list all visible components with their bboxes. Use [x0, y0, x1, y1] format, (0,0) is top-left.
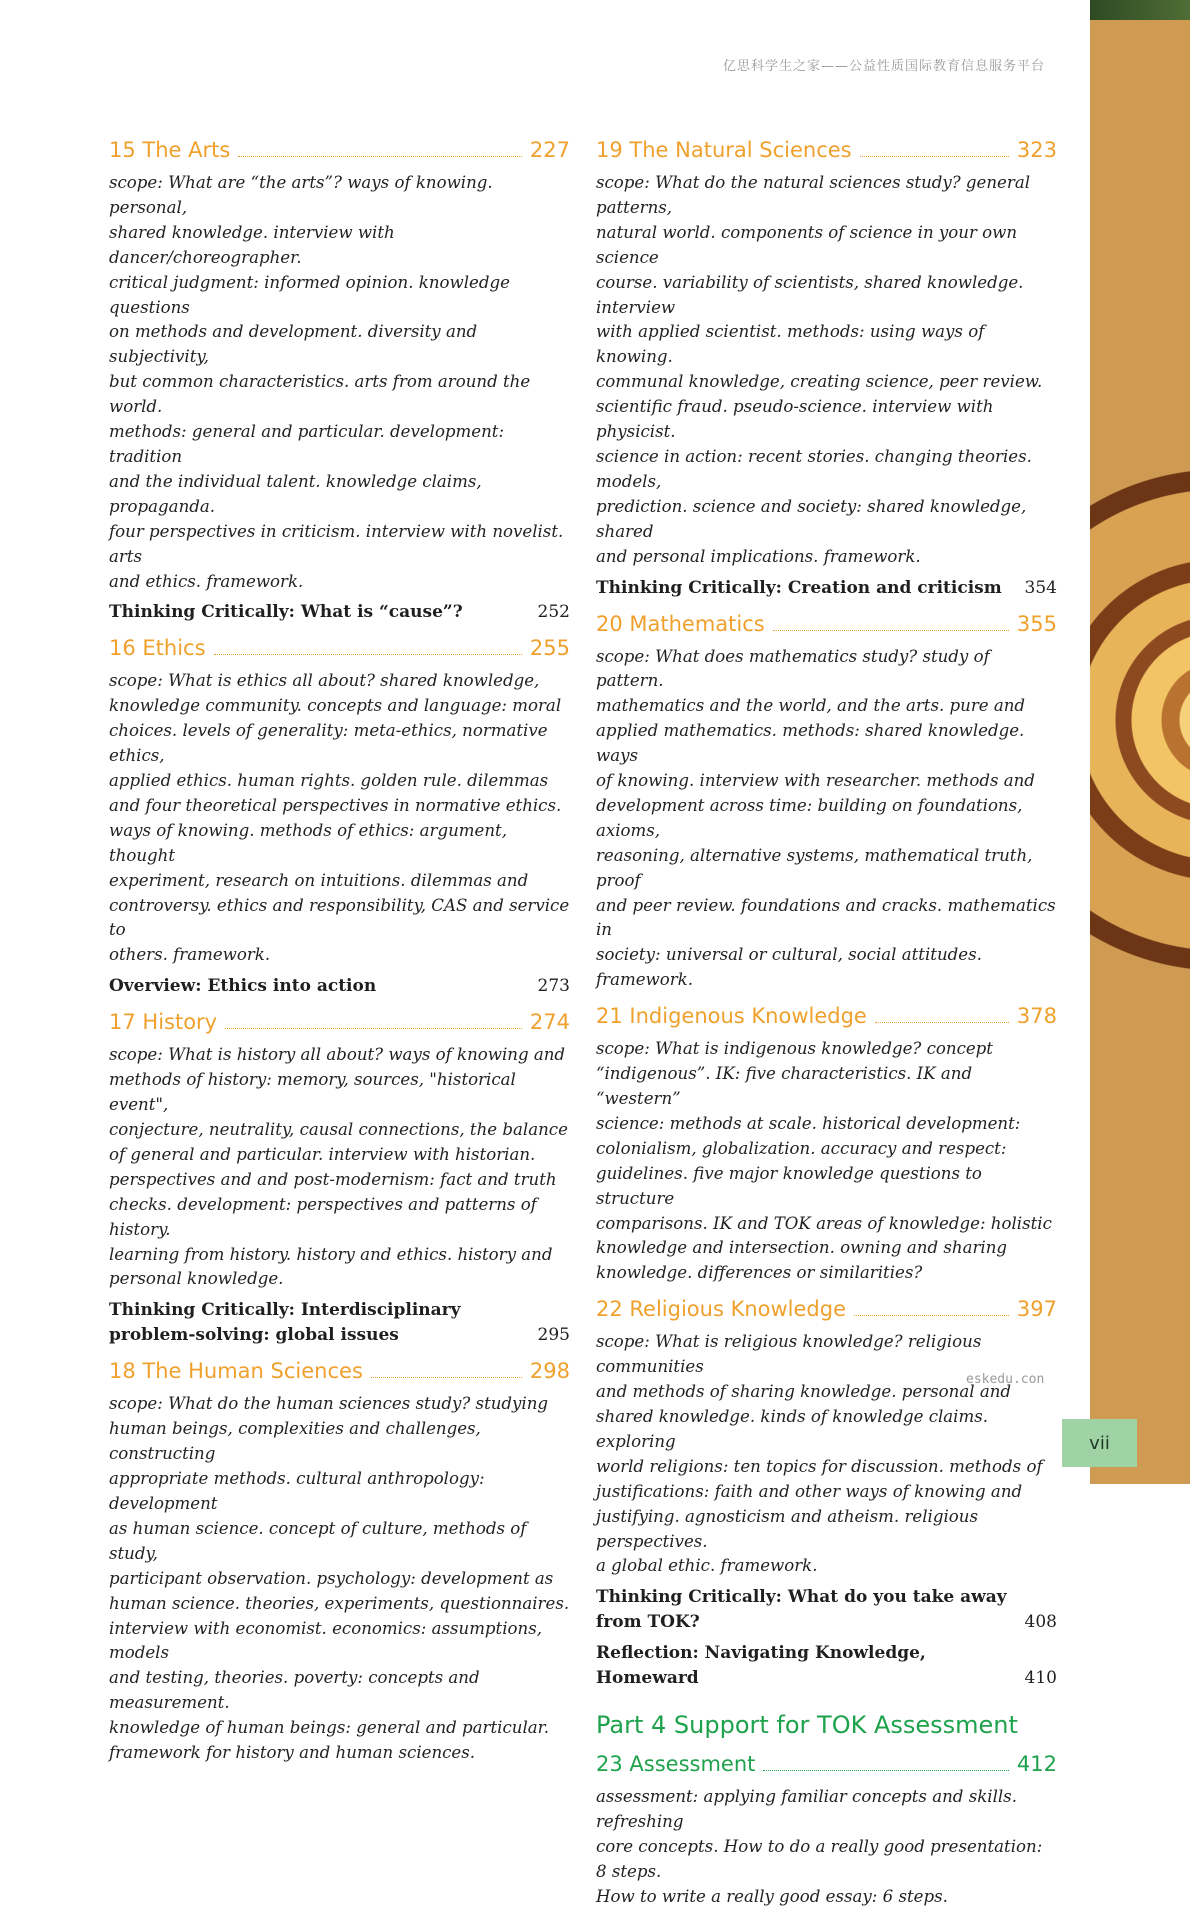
chapter-15-scope: scope: What are “the arts”? ways of knowing. personal, shared knowledge. interview with dancer/choreographer. critical judgment: informed opinion. knowledge questions on methods and development. diversity and subjectivity, but common characteristics. arts from around the world. methods: general and particular. development: tradition and the individual talent. knowledge claims, propaganda. four perspectives in criticism. interview with novelist. arts and ethics. framework. — [109, 173, 564, 591]
page-number: vii — [1062, 1419, 1137, 1467]
chapter-page: 378 — [1016, 1004, 1057, 1029]
feature-title: Thinking Critically: What is “cause”? — [109, 602, 463, 623]
chapter-page: 355 — [1016, 611, 1057, 636]
chapter-21-scope: scope: What is indigenous knowledge? concept “indigenous”. IK: five characteristics. IK and “western” science: methods at scale. historical development: colonialism, globalization. accuracy and respect: guidelines. five major knowledge questions to structure comparisons. IK and TOK areas of knowledge: holistic knowledge and intersection. owning and sharing knowledge. differences or similarities? — [596, 1039, 1052, 1283]
chapter-15-heading[interactable] — [109, 133, 570, 165]
feature-page: 354 — [1024, 577, 1057, 598]
chapter-page: 397 — [1016, 1297, 1057, 1322]
toc-left-column — [109, 133, 570, 1772]
feature-title: Overview: Ethics into action — [109, 976, 377, 997]
feature-entry[interactable] — [109, 1298, 570, 1348]
feature-entry[interactable] — [596, 1585, 1057, 1635]
dot-leader — [763, 1769, 1009, 1771]
feature-page: 410 — [1024, 1668, 1057, 1689]
chapter-16-scope: scope: What is ethics all about? shared knowledge, knowledge community. concepts and language: moral choices. levels of generality: meta-ethics, normative ethics, applied ethics. human rights. golden rule. dilemmas and four theoretical perspectives in normative ethics. ways of knowing. methods of ethics: argument, thought experiment, research on intuitions. dilemmas and controversy. ethics and responsibility, CAS and service to others. framework. — [109, 671, 570, 965]
chapter-19-scope: scope: What do the natural sciences study? general patterns, natural world. components of science in your own science course. variability of scientists, shared knowledge. interview with applied scientist. methods: using ways of knowing. communal knowledge, creating science, peer review. scientific fraud. pseudo-science. interview with physicist. science in action: recent stories. changing theories. models, prediction. science and society: shared knowledge, shared and personal implications. framework. — [596, 173, 1043, 566]
decorative-ornament-strip — [1090, 0, 1190, 1484]
dot-leader — [875, 1021, 1009, 1023]
feature-page: 408 — [1024, 1612, 1057, 1633]
part-4-heading[interactable]: Part 4 Support for TOK Assessment — [596, 1711, 1018, 1740]
chapter-title: 17 History — [109, 1010, 218, 1035]
dot-leader — [860, 155, 1009, 157]
chapter-16-heading[interactable] — [109, 631, 570, 663]
chapter-page: 227 — [529, 138, 570, 162]
feature-title: Thinking Critically: What do you take away from TOK? — [596, 1587, 1007, 1633]
chapter-23-scope: assessment: applying familiar concepts and skills. refreshing core concepts. How to do a really good presentation: 8 steps. How to write a really good essay: 6 steps. — [596, 1787, 1043, 1906]
dot-leader — [854, 1314, 1009, 1316]
chapter-20-scope: scope: What does mathematics study? study of pattern. mathematics and the world, and the arts. pure and applied mathematics. methods: shared knowledge. ways of knowing. interview with researcher. methods and development across time: building on foundations, axioms, reasoning, alternative systems, mathematical truth, proof and peer review. foundations and cracks. mathematics in society: universal or cultural, social attitudes. framework. — [596, 646, 1056, 990]
chapter-17-heading[interactable] — [109, 1005, 570, 1037]
chapter-21-heading[interactable] — [596, 999, 1057, 1031]
chapter-17-scope: scope: What is history all about? ways of knowing and methods of history: memory, sources, "historical event", conjecture, neutrality, causal connections, the balance of general and particular. interview with historian. perspectives and and post-modernism: fact and truth checks. development: perspectives and patterns of history. learning from history. history and ethics. history and personal knowledge. — [109, 1045, 568, 1289]
chapter-title: 18 The Human Sciences — [109, 1359, 363, 1384]
chapter-22-heading[interactable] — [596, 1292, 1057, 1324]
chapter-title: 19 The Natural Sciences — [596, 138, 852, 162]
chapter-title: 23 Assessment — [596, 1752, 756, 1777]
feature-entry[interactable] — [109, 600, 570, 625]
chapter-22-scope: scope: What is religious knowledge? religious communities and methods of sharing knowledge. personal and shared knowledge. kinds of knowledge claims. exploring world religions: ten topics for discussion. methods of justifications: faith and other ways of knowing and justifying. agnosticism and atheism. religious perspectives. a global ethic. framework. — [596, 1332, 1043, 1576]
feature-page: 273 — [537, 976, 570, 997]
feature-title: Thinking Critically: Creation and criticism — [596, 577, 1002, 598]
chapter-page: 323 — [1016, 138, 1057, 162]
chapter-title: 16 Ethics — [109, 636, 206, 661]
dot-leader — [225, 1027, 522, 1029]
chapter-page: 274 — [529, 1010, 570, 1035]
toc-right-column — [596, 133, 1057, 1916]
chapter-title: 22 Religious Knowledge — [596, 1297, 847, 1322]
chapter-19-heading[interactable] — [596, 133, 1057, 165]
chapter-18-scope: scope: What do the human sciences study? studying human beings, complexities and challenges, constructing appropriate methods. cultural anthropology: development as human science. concept of culture, methods of study, participant observation. psychology: development as human science. theories, experiments, questionnaires. interview with economist. economics: assumptions, models and testing, theories. poverty: concepts and measurement. knowledge of human beings: general and particular. framework for history and human sciences. — [109, 1394, 570, 1763]
chapter-page: 412 — [1016, 1752, 1057, 1777]
dot-leader — [371, 1376, 522, 1378]
chapter-title: 20 Mathematics — [596, 611, 765, 636]
footer-watermark: eskedu.con — [966, 1372, 1045, 1387]
chapter-23-heading[interactable] — [596, 1747, 1057, 1779]
feature-entry[interactable] — [109, 974, 570, 999]
feature-entry[interactable] — [596, 576, 1057, 601]
chapter-title: 15 The Arts — [109, 138, 231, 162]
chapter-page: 298 — [529, 1359, 570, 1384]
chapter-title: 21 Indigenous Knowledge — [596, 1004, 867, 1029]
header-watermark: 亿思科学生之家——公益性质国际教育信息服务平台 — [722, 59, 1045, 74]
feature-page: 295 — [537, 1325, 570, 1346]
feature-title: Reflection: Navigating Knowledge, Homeward — [596, 1643, 926, 1689]
chapter-18-heading[interactable] — [109, 1354, 570, 1386]
feature-title: Thinking Critically: Interdisciplinary problem-solving: global issues — [109, 1300, 461, 1346]
dot-leader — [238, 155, 522, 157]
feature-entry[interactable] — [596, 1641, 1057, 1691]
chapter-20-heading[interactable] — [596, 607, 1057, 639]
ornament-top-band — [1090, 0, 1190, 20]
chapter-page: 255 — [529, 636, 570, 661]
dot-leader — [773, 629, 1009, 631]
feature-page: 252 — [537, 602, 570, 623]
dot-leader — [214, 653, 522, 655]
